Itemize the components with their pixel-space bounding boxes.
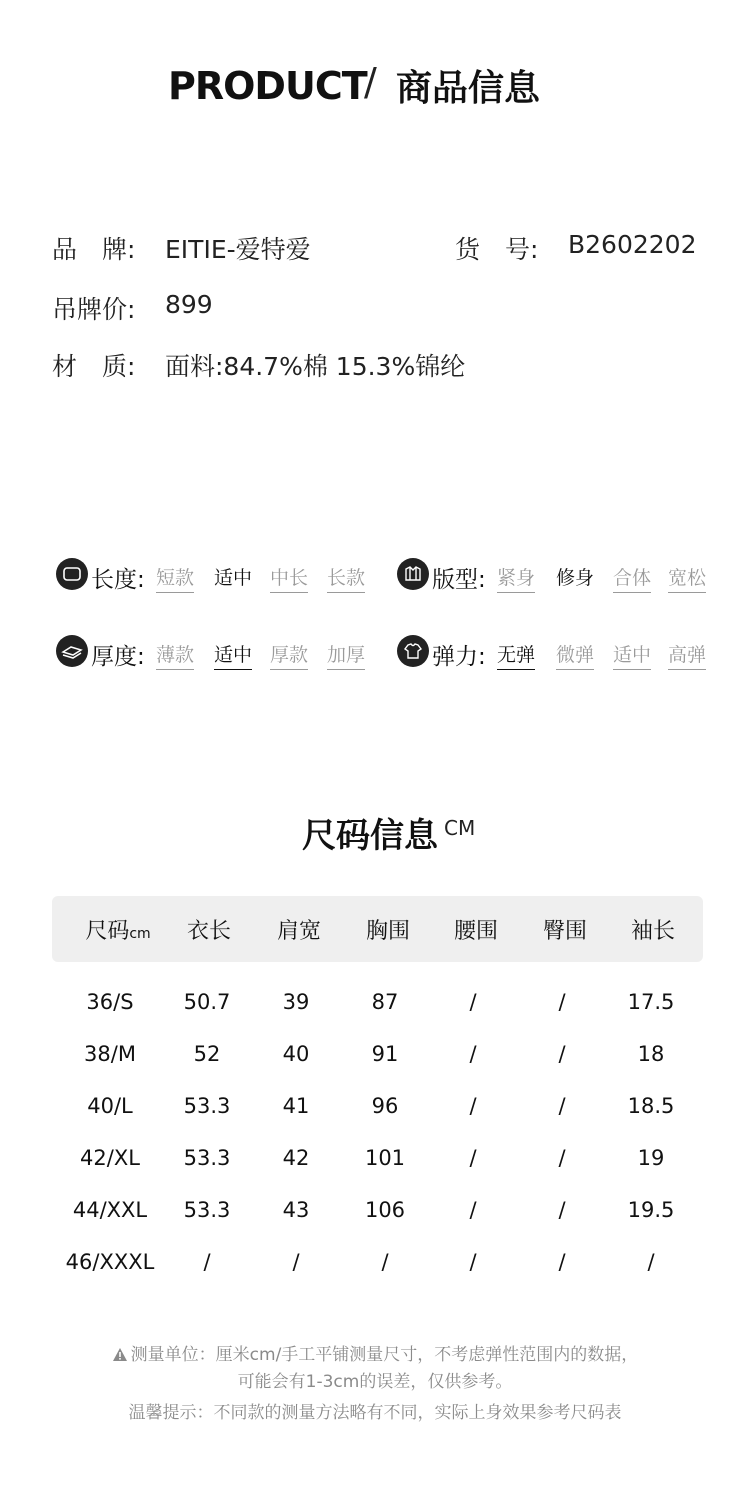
length-option: 长款 (327, 563, 365, 593)
table-cell: / (558, 1198, 566, 1222)
length-option-selected: 适中 (214, 567, 253, 589)
table-cell: / (558, 1146, 566, 1170)
note-line-2: 可能会有1-3cm的误差，仅供参考。 (237, 1372, 513, 1392)
fit-option: 紧身 (497, 563, 535, 593)
table-cell: 42/XL (80, 1146, 140, 1170)
table-cell: 42 (282, 1146, 310, 1170)
table-header-size: 尺码cm (85, 919, 151, 944)
table-cell: 19.5 (627, 1198, 675, 1222)
table-cell: / (469, 1146, 477, 1170)
table-header-length: 衣长 (186, 919, 231, 944)
title-cn: 商品信息 (396, 68, 541, 109)
table-cell: / (292, 1250, 300, 1274)
material-label: 材 质: (52, 352, 136, 381)
elasticity-option: 适中 (613, 640, 651, 670)
elasticity-icon (397, 635, 429, 667)
table-cell: 18 (637, 1042, 665, 1066)
elasticity-option-selected: 无弹 (497, 640, 535, 670)
material-value: 面料:84.7%棉 15.3%锦纶 (165, 352, 466, 381)
title-slash: / (364, 60, 377, 104)
table-cell: / (381, 1250, 389, 1274)
size-section-unit: CM (444, 816, 476, 840)
length-option: 中长 (270, 563, 308, 593)
note-line-3: 温馨提示：不同款的测量方法略有不同，实际上身效果参考尺码表 (128, 1403, 622, 1423)
fit-icon (397, 558, 429, 590)
table-cell: 91 (371, 1042, 399, 1066)
table-cell: 52 (193, 1042, 221, 1066)
table-header-hip: 臀围 (542, 919, 587, 944)
thickness-option-selected: 适中 (214, 640, 252, 670)
sku-value: B2602202 (568, 230, 697, 259)
table-cell: / (469, 1042, 477, 1066)
elasticity-option: 高弹 (668, 640, 706, 670)
fit-option: 合体 (613, 563, 651, 593)
table-cell: 41 (282, 1094, 310, 1118)
table-cell: 50.7 (183, 990, 231, 1014)
table-cell: 40 (282, 1042, 310, 1066)
table-cell: 19 (637, 1146, 665, 1170)
table-cell: / (469, 1250, 477, 1274)
table-cell: 96 (371, 1094, 399, 1118)
thickness-option: 厚款 (270, 640, 308, 670)
table-cell: 36/S (86, 990, 134, 1014)
elasticity-label: 弹力: (432, 644, 486, 670)
fit-label: 版型: (432, 567, 486, 593)
table-cell: 46/XXXL (65, 1250, 155, 1274)
table-header-chest: 胸围 (365, 919, 410, 944)
table-cell: / (469, 1094, 477, 1118)
table-cell: 43 (282, 1198, 310, 1222)
table-header-sleeve: 袖长 (630, 919, 675, 944)
fit-option-selected: 修身 (556, 567, 595, 589)
fit-option: 宽松 (668, 563, 706, 593)
table-header-shoulder: 肩宽 (276, 919, 321, 944)
title-en: PRODUCT (168, 64, 367, 108)
table-cell: / (469, 990, 477, 1014)
table-cell: 38/M (84, 1042, 136, 1066)
brand-value: EITIE-爱特爱 (165, 235, 311, 264)
price-value: 899 (165, 290, 213, 319)
table-cell: 44/XXL (72, 1198, 148, 1222)
thickness-option: 加厚 (327, 640, 365, 670)
thickness-icon (56, 635, 88, 667)
length-icon (56, 558, 88, 590)
table-cell: 39 (282, 990, 310, 1014)
note-line-1: 测量单位：厘米cm/手工平铺测量尺寸，不考虑弹性范围内的数据， (0, 1340, 750, 1365)
length-option: 短款 (156, 563, 194, 593)
table-cell: / (647, 1250, 655, 1274)
table-cell: / (558, 990, 566, 1014)
table-cell: / (558, 1094, 566, 1118)
thickness-option: 薄款 (156, 640, 194, 670)
warning-icon (112, 1347, 128, 1362)
table-cell: 53.3 (183, 1094, 231, 1118)
table-cell: 40/L (87, 1094, 133, 1118)
table-cell: 18.5 (627, 1094, 675, 1118)
table-cell: 53.3 (183, 1198, 231, 1222)
table-cell: / (203, 1250, 211, 1274)
length-label: 长度: (91, 567, 145, 593)
price-label: 吊牌价: (52, 295, 136, 324)
table-cell: 87 (371, 990, 399, 1014)
table-cell: 53.3 (183, 1146, 231, 1170)
thickness-label: 厚度: (91, 644, 145, 670)
table-cell: / (558, 1250, 566, 1274)
table-cell: 101 (364, 1146, 406, 1170)
table-cell: / (558, 1042, 566, 1066)
table-cell: / (469, 1198, 477, 1222)
table-header-waist: 腰围 (453, 919, 498, 944)
brand-label: 品 牌: (52, 235, 136, 264)
table-cell: 17.5 (627, 990, 675, 1014)
elasticity-option: 微弹 (556, 640, 594, 670)
sku-label: 货 号: (455, 235, 539, 264)
size-section-title: 尺码信息 (302, 816, 438, 856)
table-cell: 106 (364, 1198, 406, 1222)
